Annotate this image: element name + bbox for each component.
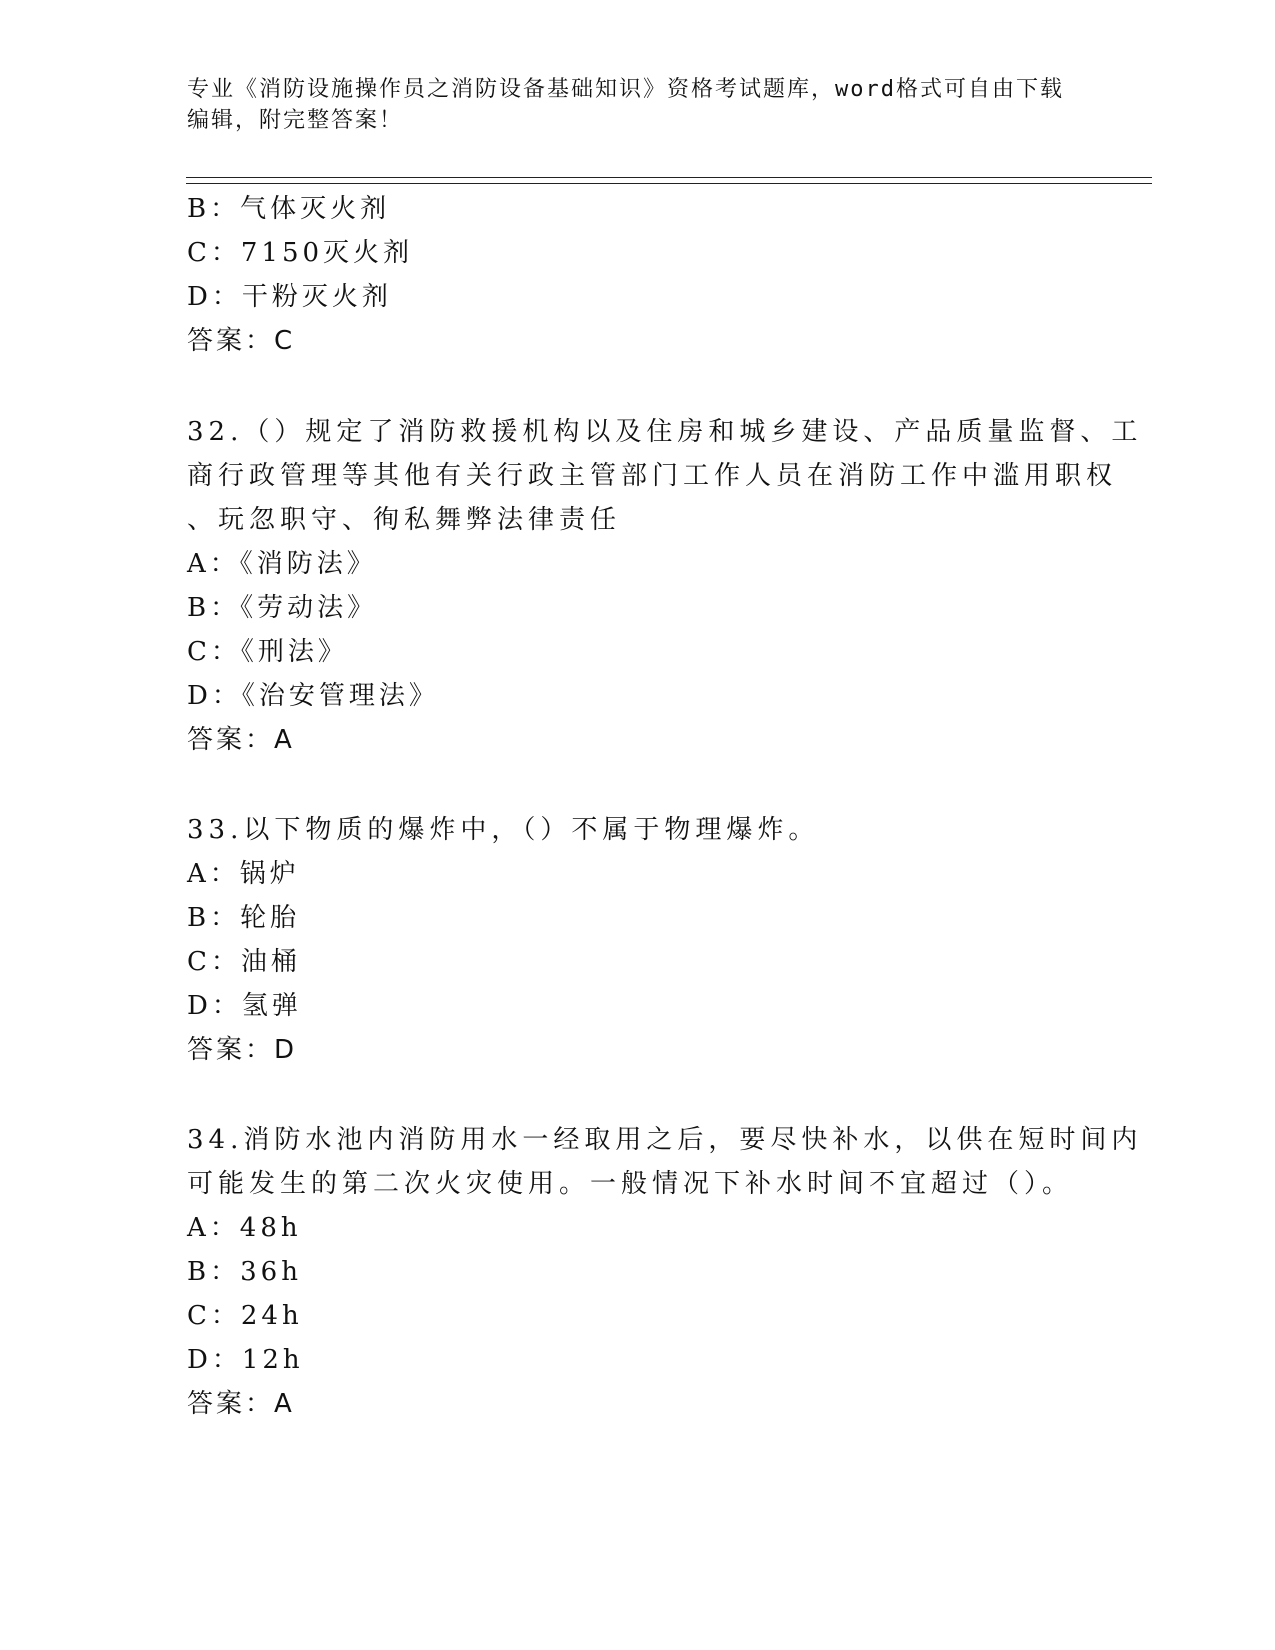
question-text: 商行政管理等其他有关行政主管部门工作人员在消防工作中滥用职权 (187, 461, 1118, 491)
option-c: C：24h (187, 1301, 303, 1331)
option-c: C：7150灭火剂 (187, 238, 414, 268)
option-c: C：油桶 (187, 947, 301, 977)
question-text: 、玩忽职守、徇私舞弊法律责任 (187, 505, 622, 535)
answer: 答案：D (187, 1035, 298, 1065)
option-d: D：《治安管理法》 (187, 681, 439, 711)
option-a: A：48h (187, 1213, 302, 1243)
option-c: C：《刑法》 (187, 637, 348, 667)
option-a: A：锅炉 (187, 859, 300, 889)
question-text: 34.消防水池内消防用水一经取用之后，要尽快补水，以供在短时间内 (187, 1125, 1143, 1155)
option-d: D：干粉灭火剂 (187, 282, 392, 312)
answer: 答案：A (187, 1389, 295, 1419)
option-b: B：36h (187, 1257, 302, 1287)
question-text: 32.（）规定了消防救援机构以及住房和城乡建设、产品质量监督、工 (187, 417, 1143, 447)
question-text: 33.以下物质的爆炸中，（）不属于物理爆炸。 (187, 815, 820, 845)
answer: 答案：A (187, 725, 295, 755)
option-b: B：气体灭火剂 (187, 194, 391, 224)
answer: 答案：C (187, 326, 296, 356)
header-divider-top (186, 177, 1152, 178)
document-header: 专业《消防设施操作员之消防设备基础知识》资格考试题库，word格式可自由下载编辑，附完整答案！ (187, 77, 1064, 133)
question-text: 可能发生的第二次火灾使用。一般情况下补水时间不宜超过（）。 (187, 1169, 1074, 1199)
option-b: B：《劳动法》 (187, 593, 378, 623)
header-divider-bottom (186, 183, 1152, 184)
option-b: B：轮胎 (187, 903, 301, 933)
option-a: A：《消防法》 (187, 549, 377, 579)
option-d: D：12h (187, 1345, 304, 1375)
option-d: D：氢弹 (187, 991, 302, 1021)
